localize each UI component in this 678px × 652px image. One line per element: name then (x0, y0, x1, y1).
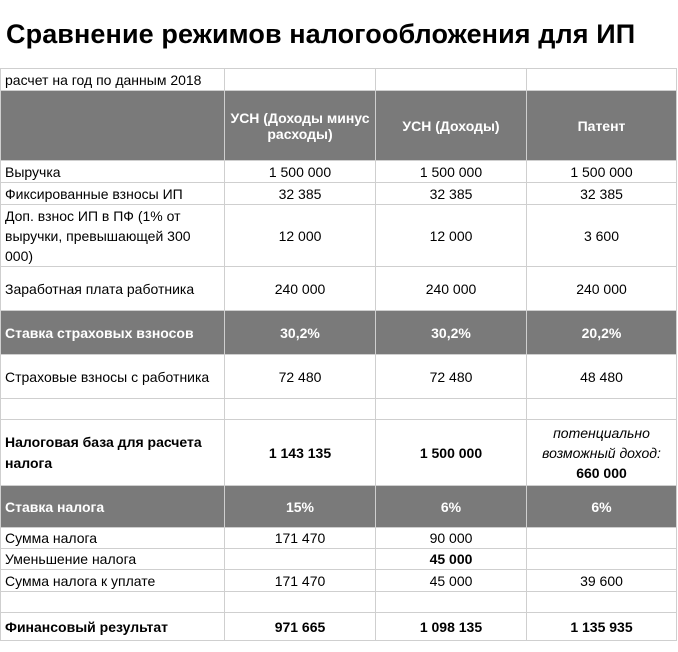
table-cell: 12 000 (225, 205, 376, 267)
comparison-table (0, 68, 677, 641)
table-cell: 45 000 (376, 570, 527, 592)
spacer-row (1, 399, 677, 420)
table-row (1, 161, 677, 183)
table-row (1, 355, 677, 399)
table-row (1, 311, 677, 355)
table-cell: 1 500 000 (376, 161, 527, 183)
table-cell (527, 549, 677, 570)
table-cell: 72 480 (225, 355, 376, 399)
table-cell: 32 385 (225, 183, 376, 205)
table-cell: 240 000 (376, 267, 527, 311)
table-cell: 39 600 (527, 570, 677, 592)
row-label: Доп. взнос ИП в ПФ (1% от выручки, превышающей 300 000) (1, 205, 225, 267)
row-label: Сумма налога к уплате (1, 570, 225, 592)
table-cell: 12 000 (376, 205, 527, 267)
table-row (1, 549, 677, 570)
table-cell: 1 500 000 (527, 161, 677, 183)
table-cell: 15% (225, 486, 376, 528)
table-cell: 32 385 (527, 183, 677, 205)
subtitle-row (1, 69, 677, 91)
table-cell: 971 665 (225, 613, 376, 641)
table-cell: 30,2% (376, 311, 527, 355)
table-cell: 72 480 (376, 355, 527, 399)
table-cell: 45 000 (376, 549, 527, 570)
table-cell: 6% (376, 486, 527, 528)
table-cell: 6% (527, 486, 677, 528)
table-cell: 20,2% (527, 311, 677, 355)
column-header: УСН (Доходы минус расходы) (225, 91, 376, 161)
page-title: Сравнение режимов налогообложения для ИП (6, 18, 636, 49)
patent-note: потенциально возможный доход: (542, 424, 661, 461)
table-cell: 90 000 (376, 528, 527, 549)
table-cell: 1 135 935 (527, 613, 677, 641)
table-cell: 240 000 (527, 267, 677, 311)
spacer-row (1, 592, 677, 613)
table-cell (527, 528, 677, 549)
table-row (1, 528, 677, 549)
table-cell: 32 385 (376, 183, 527, 205)
column-header: УСН (Доходы) (376, 91, 527, 161)
table-cell: 171 470 (225, 570, 376, 592)
table-cell: 1 500 000 (376, 420, 527, 486)
row-label: Налоговая база для расчета налога (1, 420, 225, 486)
patent-base-cell (527, 420, 677, 486)
row-label: Финансовый результат (1, 613, 225, 641)
table-cell: 1 098 135 (376, 613, 527, 641)
row-label: Ставка страховых взносов (1, 311, 225, 355)
table-row (1, 570, 677, 592)
table-cell: 1 500 000 (225, 161, 376, 183)
row-label: Уменьшение налога (1, 549, 225, 570)
column-header: Патент (527, 91, 677, 161)
table-row (1, 267, 677, 311)
row-label: Страховые взносы с работника (1, 355, 225, 399)
patent-value: 660 000 (576, 464, 627, 481)
row-label: Фиксированные взносы ИП (1, 183, 225, 205)
table-cell: 30,2% (225, 311, 376, 355)
table-cell: 1 143 135 (225, 420, 376, 486)
table-row (1, 205, 677, 267)
row-label: Ставка налога (1, 486, 225, 528)
table-cell: 3 600 (527, 205, 677, 267)
table-row (1, 420, 677, 486)
table-row (1, 183, 677, 205)
table-cell: 240 000 (225, 267, 376, 311)
table-cell: 48 480 (527, 355, 677, 399)
row-label: Выручка (1, 161, 225, 183)
row-label: Заработная плата работника (1, 267, 225, 311)
table-cell: 171 470 (225, 528, 376, 549)
subtitle: расчет на год по данным 2018 (1, 69, 225, 91)
table-cell (225, 549, 376, 570)
header-row (1, 91, 677, 161)
table-row (1, 613, 677, 641)
table-row (1, 486, 677, 528)
row-label: Сумма налога (1, 528, 225, 549)
